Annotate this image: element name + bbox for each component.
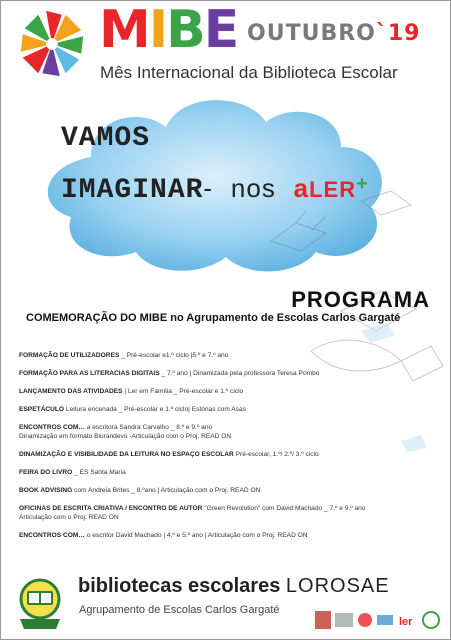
program-item <box>19 369 434 378</box>
program-item-detail: | Ler em Família _ Pré-escolar e 1.º ciclo <box>122 388 244 395</box>
slogan-a: a <box>293 173 310 203</box>
program-subtitle: COMEMORAÇÃO DO MIBE no Agrupamento de Escolas Carlos Gargaté <box>26 312 401 324</box>
program-item-detail: _ Pré-escolar e1.º ciclo |5.º e 7.º ano <box>119 352 229 359</box>
program-item <box>19 486 434 495</box>
svg-text:ler: ler <box>399 616 413 628</box>
program-item-detail: a escritora Sandra Carvalho _ 8.º e 9.º ano <box>84 424 213 431</box>
program-item <box>19 405 434 414</box>
event-month <box>247 21 420 46</box>
slogan-plus: + <box>356 173 369 195</box>
program-item-heading: FORMAÇÃO PARA AS LITERACIAS DIGITAIS <box>19 370 160 377</box>
program-item <box>19 468 434 477</box>
mibe-letter-m: M <box>99 0 149 60</box>
program-item-detail: _ ES Santa Maria <box>72 469 126 476</box>
slogan-nos: nos <box>230 173 276 203</box>
mibe-letter-i: I <box>148 0 167 60</box>
bibliotecas-escolares: bibliotecas escolares <box>78 575 281 597</box>
program-item-detail: "Green Revolution" com David Machado _ 7.º e 9.º ano <box>202 505 366 512</box>
slogan-line-1: VAMOS <box>61 123 151 154</box>
bibliotecas-title <box>78 575 390 598</box>
slogan-dash: - <box>203 173 214 203</box>
program-item <box>19 423 434 441</box>
program-item-detail-2: Dinamização em formato Biurandevú -Articulação com o Proj. READ ON <box>19 433 232 440</box>
program-item-heading: ENCONTROS COM… <box>19 532 85 539</box>
year-label: `19 <box>375 21 421 46</box>
program-item-heading: ESPETÁCULO <box>19 406 65 413</box>
month-label: OUTUBRO <box>247 21 376 46</box>
program-item-detail: Leitura encenada _ Pré-escolar e 1.º ciclo| Estórias com Asas <box>64 406 246 413</box>
program-item <box>19 450 434 459</box>
mibe-letter-e: E <box>203 0 238 60</box>
program-item-heading: LANÇAMENTO DAS ATIVIDADES <box>19 388 123 395</box>
program-item-heading: FEIRA DO LIVRO <box>19 469 73 476</box>
program-title: PROGRAMA <box>291 287 430 312</box>
mibe-pinwheel-logo <box>13 5 91 83</box>
program-item-heading: OFICINAS DE ESCRITA CRIATIVA / ENCONTRO DE AUTOR <box>19 505 203 512</box>
program-item-detail: _ 7.º ano | Dinamizada pela professora Teresa Pombo <box>159 370 320 377</box>
mibe-letter-b: B <box>166 0 204 60</box>
lorosae-label: LOROSAE <box>285 575 390 597</box>
mibe-wordmark <box>99 1 237 59</box>
program-item <box>19 387 434 396</box>
program-item <box>19 531 434 540</box>
program-item-heading: DINAMIZAÇÃO E VISIBILIDADE DA LEITURA NO ESPAÇO ESCOLAR <box>19 451 234 458</box>
slogan-imaginar: IMAGINAR <box>61 175 204 206</box>
event-subtitle: Mês Internacional da Biblioteca Escolar <box>100 63 398 82</box>
program-item-heading: BOOK ADVISING <box>19 487 73 494</box>
agrupamento-label: Agrupamento de Escolas Carlos Gargaté <box>79 604 280 616</box>
program-item-heading: FORMAÇÃO DE UTILIZADORES <box>19 352 120 359</box>
program-item-detail: com Andreia Brites _ 8.ºano | Articulação com o Proj. READ ON <box>72 487 261 494</box>
program-item-detail-2: Articulação com o Proj. READ ON <box>19 514 119 521</box>
slogan-ler: LER <box>309 177 357 202</box>
program-item-detail: Pré-escolar, 1.º/ 2.º/ 3.º ciclo <box>233 451 319 458</box>
bibliotecas-lorosae-logo <box>15 577 65 633</box>
program-item <box>19 351 434 360</box>
program-item-heading: ENCONTROS COM… <box>19 424 85 431</box>
program-item-detail: o escritor David Machado | 4.º e 5.º ano | Articulação com o Proj. READ ON <box>84 532 308 539</box>
program-items <box>19 351 434 549</box>
partner-logos <box>313 605 443 635</box>
program-item <box>19 504 434 522</box>
